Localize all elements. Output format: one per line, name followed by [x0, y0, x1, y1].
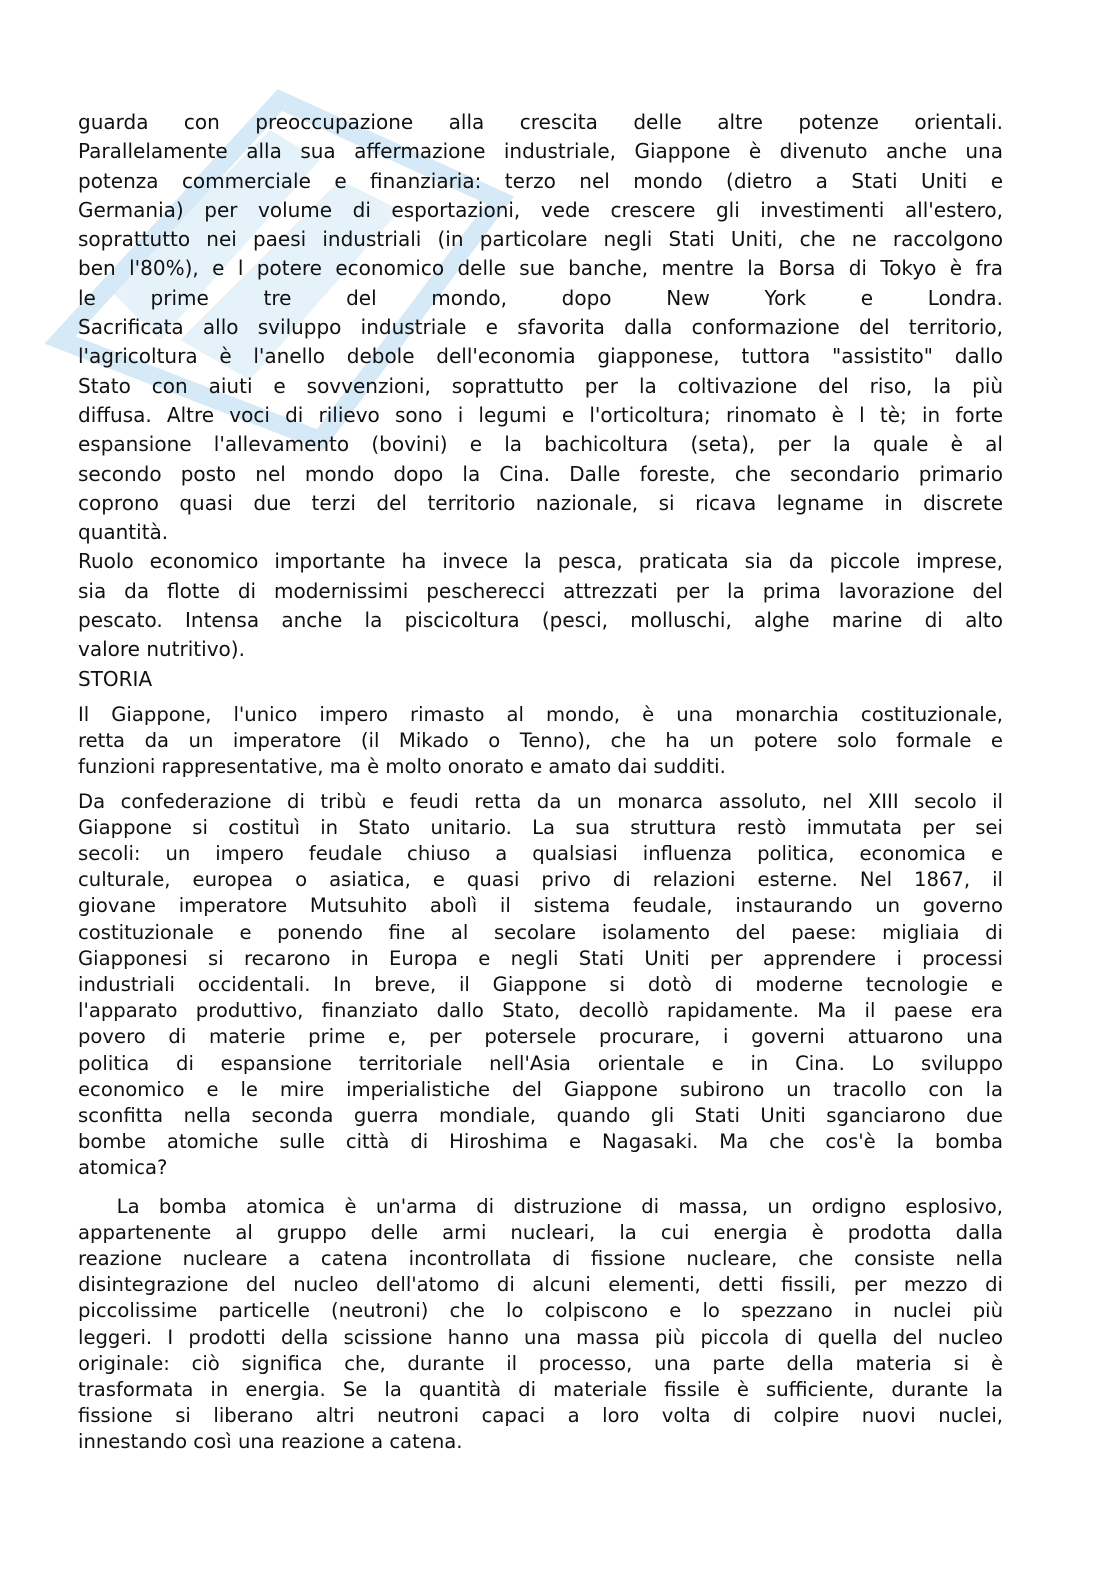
text-line: Parallelamente alla sua affermazione industriale, Giappone è divenuto anche una [78, 139, 1003, 164]
text-line: coprono quasi due terzi del territorio nazionale, si ricava legname in discrete [78, 490, 1003, 515]
text-line: pescato. Intensa anche la piscicoltura (pesci, molluschi, alghe marine di alto [78, 608, 1003, 633]
text-line: trasformata in energia. Se la quantità di materiale fissile è sufficiente, durante la [78, 1378, 1003, 1402]
text-line: le prime tre del mondo, dopo New York e Londra. [78, 285, 1003, 310]
text-line: reazione nucleare a catena incontrollata di fissione nucleare, che consiste nella [78, 1247, 1003, 1270]
text-line: economico e le mire imperialistiche del Giappone subirono un tracollo con la [78, 1077, 1003, 1101]
text-line: costituzionale e ponendo fine al secolare isolamento del paese: migliaia di [78, 920, 1003, 944]
text-line: Germania) per volume di esportazioni, vede crescere gli investimenti all'estero, [78, 197, 1003, 222]
paragraph [78, 702, 1003, 781]
text-line: originale: ciò significa che, durante il processo, una parte della materia si è [78, 1351, 1003, 1375]
text-line: l'agricoltura è l'anello debole dell'economia giapponese, tuttora "assistito" dallo [78, 344, 1003, 369]
text-line: ben l'80%), e l potere economico delle sue banche, mentre la Borsa di Tokyo è fra [78, 256, 1003, 281]
text-line: leggeri. I prodotti della scissione hanno una massa più piccola di quella del nucleo [78, 1325, 1003, 1349]
text-line: industriali occidentali. In breve, il Giappone si dotò di moderne tecnologie e [78, 972, 1003, 996]
text-line: innestando così una reazione a catena. [78, 1430, 463, 1454]
text-line: Il Giappone, l'unico impero rimasto al mondo, è una monarchia costituzionale, [78, 702, 1003, 726]
text-line: soprattutto nei paesi industriali (in particolare negli Stati Uniti, che ne raccolgono [78, 227, 1003, 252]
text-line: secoli: un impero feudale chiuso a qualsiasi influenza politica, economica e [78, 841, 1003, 865]
text-line: politica di espansione territoriale nell'Asia orientale e in Cina. Lo sviluppo [78, 1051, 1003, 1075]
history-text [78, 702, 1003, 1456]
paragraph [78, 1194, 1003, 1456]
text-line: potenza commerciale e finanziaria: terzo nel mondo (dietro a Stati Uniti e [78, 168, 1003, 193]
text-line: povero di materie prime e, per potersele procurare, i governi attuarono una [78, 1025, 1003, 1049]
text-line: valore nutritivo). [78, 637, 245, 662]
text-line: fissione si liberano altri neutroni capaci a loro volta di colpire nuovi nuclei, [78, 1404, 1003, 1428]
text-line: Da confederazione di tribù e feudi retta da un monarca assoluto, nel XIII secolo il [78, 789, 1003, 813]
text-line: atomica? [78, 1156, 168, 1180]
document-page [78, 108, 1003, 1464]
text-line: Stato con aiuti e sovvenzioni, soprattutto per la coltivazione del riso, la più [78, 373, 1003, 398]
text-line: La bomba atomica è un'arma di distruzione di massa, un ordigno esplosivo, [78, 1194, 1003, 1218]
text-line: giovane imperatore Mutsuhito abolì il sistema feudale, instaurando un governo [78, 894, 1003, 918]
section-heading-storia: STORIA [78, 666, 153, 691]
text-line: Sacrificata allo sviluppo industriale e sfavorita dalla conformazione del territorio, [78, 315, 1003, 340]
text-line: quantità. [78, 520, 169, 545]
text-line: sia da flotte di modernissimi pescherecci attrezzati per la prima lavorazione del [78, 578, 1003, 603]
economy-text [78, 108, 1003, 665]
text-line: espansione l'allevamento (bovini) e la bachicoltura (seta), per la quale è al [78, 432, 1003, 457]
text-line: bombe atomiche sulle città di Hiroshima e Nagasaki. Ma che cos'è la bomba [78, 1130, 1003, 1154]
text-line: Giappone si costituì in Stato unitario. La sua struttura restò immutata per sei [78, 815, 1003, 839]
text-line: Ruolo economico importante ha invece la pesca, praticata sia da piccole imprese, [78, 549, 1003, 574]
paragraph [78, 789, 1003, 1182]
text-line: funzioni rappresentative, ma è molto onorato e amato dai sudditi. [78, 755, 726, 779]
text-line: sconfitta nella seconda guerra mondiale, quando gli Stati Uniti sganciarono due [78, 1103, 1003, 1127]
text-line: Giapponesi si recarono in Europa e negli Stati Uniti per apprendere i processi [78, 946, 1003, 970]
text-line: disintegrazione del nucleo dell'atomo di alcuni elementi, detti fissili, per mezzo di [78, 1273, 1003, 1297]
text-line: piccolissime particelle (neutroni) che lo colpiscono e lo spezzano in nuclei più [78, 1299, 1003, 1323]
text-line: diffusa. Altre voci di rilievo sono i legumi e l'orticoltura; rinomato è l tè; in forte [78, 402, 1003, 427]
text-line: l'apparato produttivo, finanziato dallo Stato, decollò rapidamente. Ma il paese era [78, 999, 1003, 1023]
text-line: retta da un imperatore (il Mikado o Tenno), che ha un potere solo formale e [78, 729, 1003, 753]
text-line: secondo posto nel mondo dopo la Cina. Dalle foreste, che secondario primario [78, 461, 1003, 486]
text-line: appartenente al gruppo delle armi nucleari, la cui energia è prodotta dalla [78, 1220, 1003, 1244]
text-line: culturale, europea o asiatica, e quasi privo di relazioni esterne. Nel 1867, il [78, 868, 1003, 892]
text-line: guarda con preoccupazione alla crescita delle altre potenze orientali. [78, 110, 1003, 134]
